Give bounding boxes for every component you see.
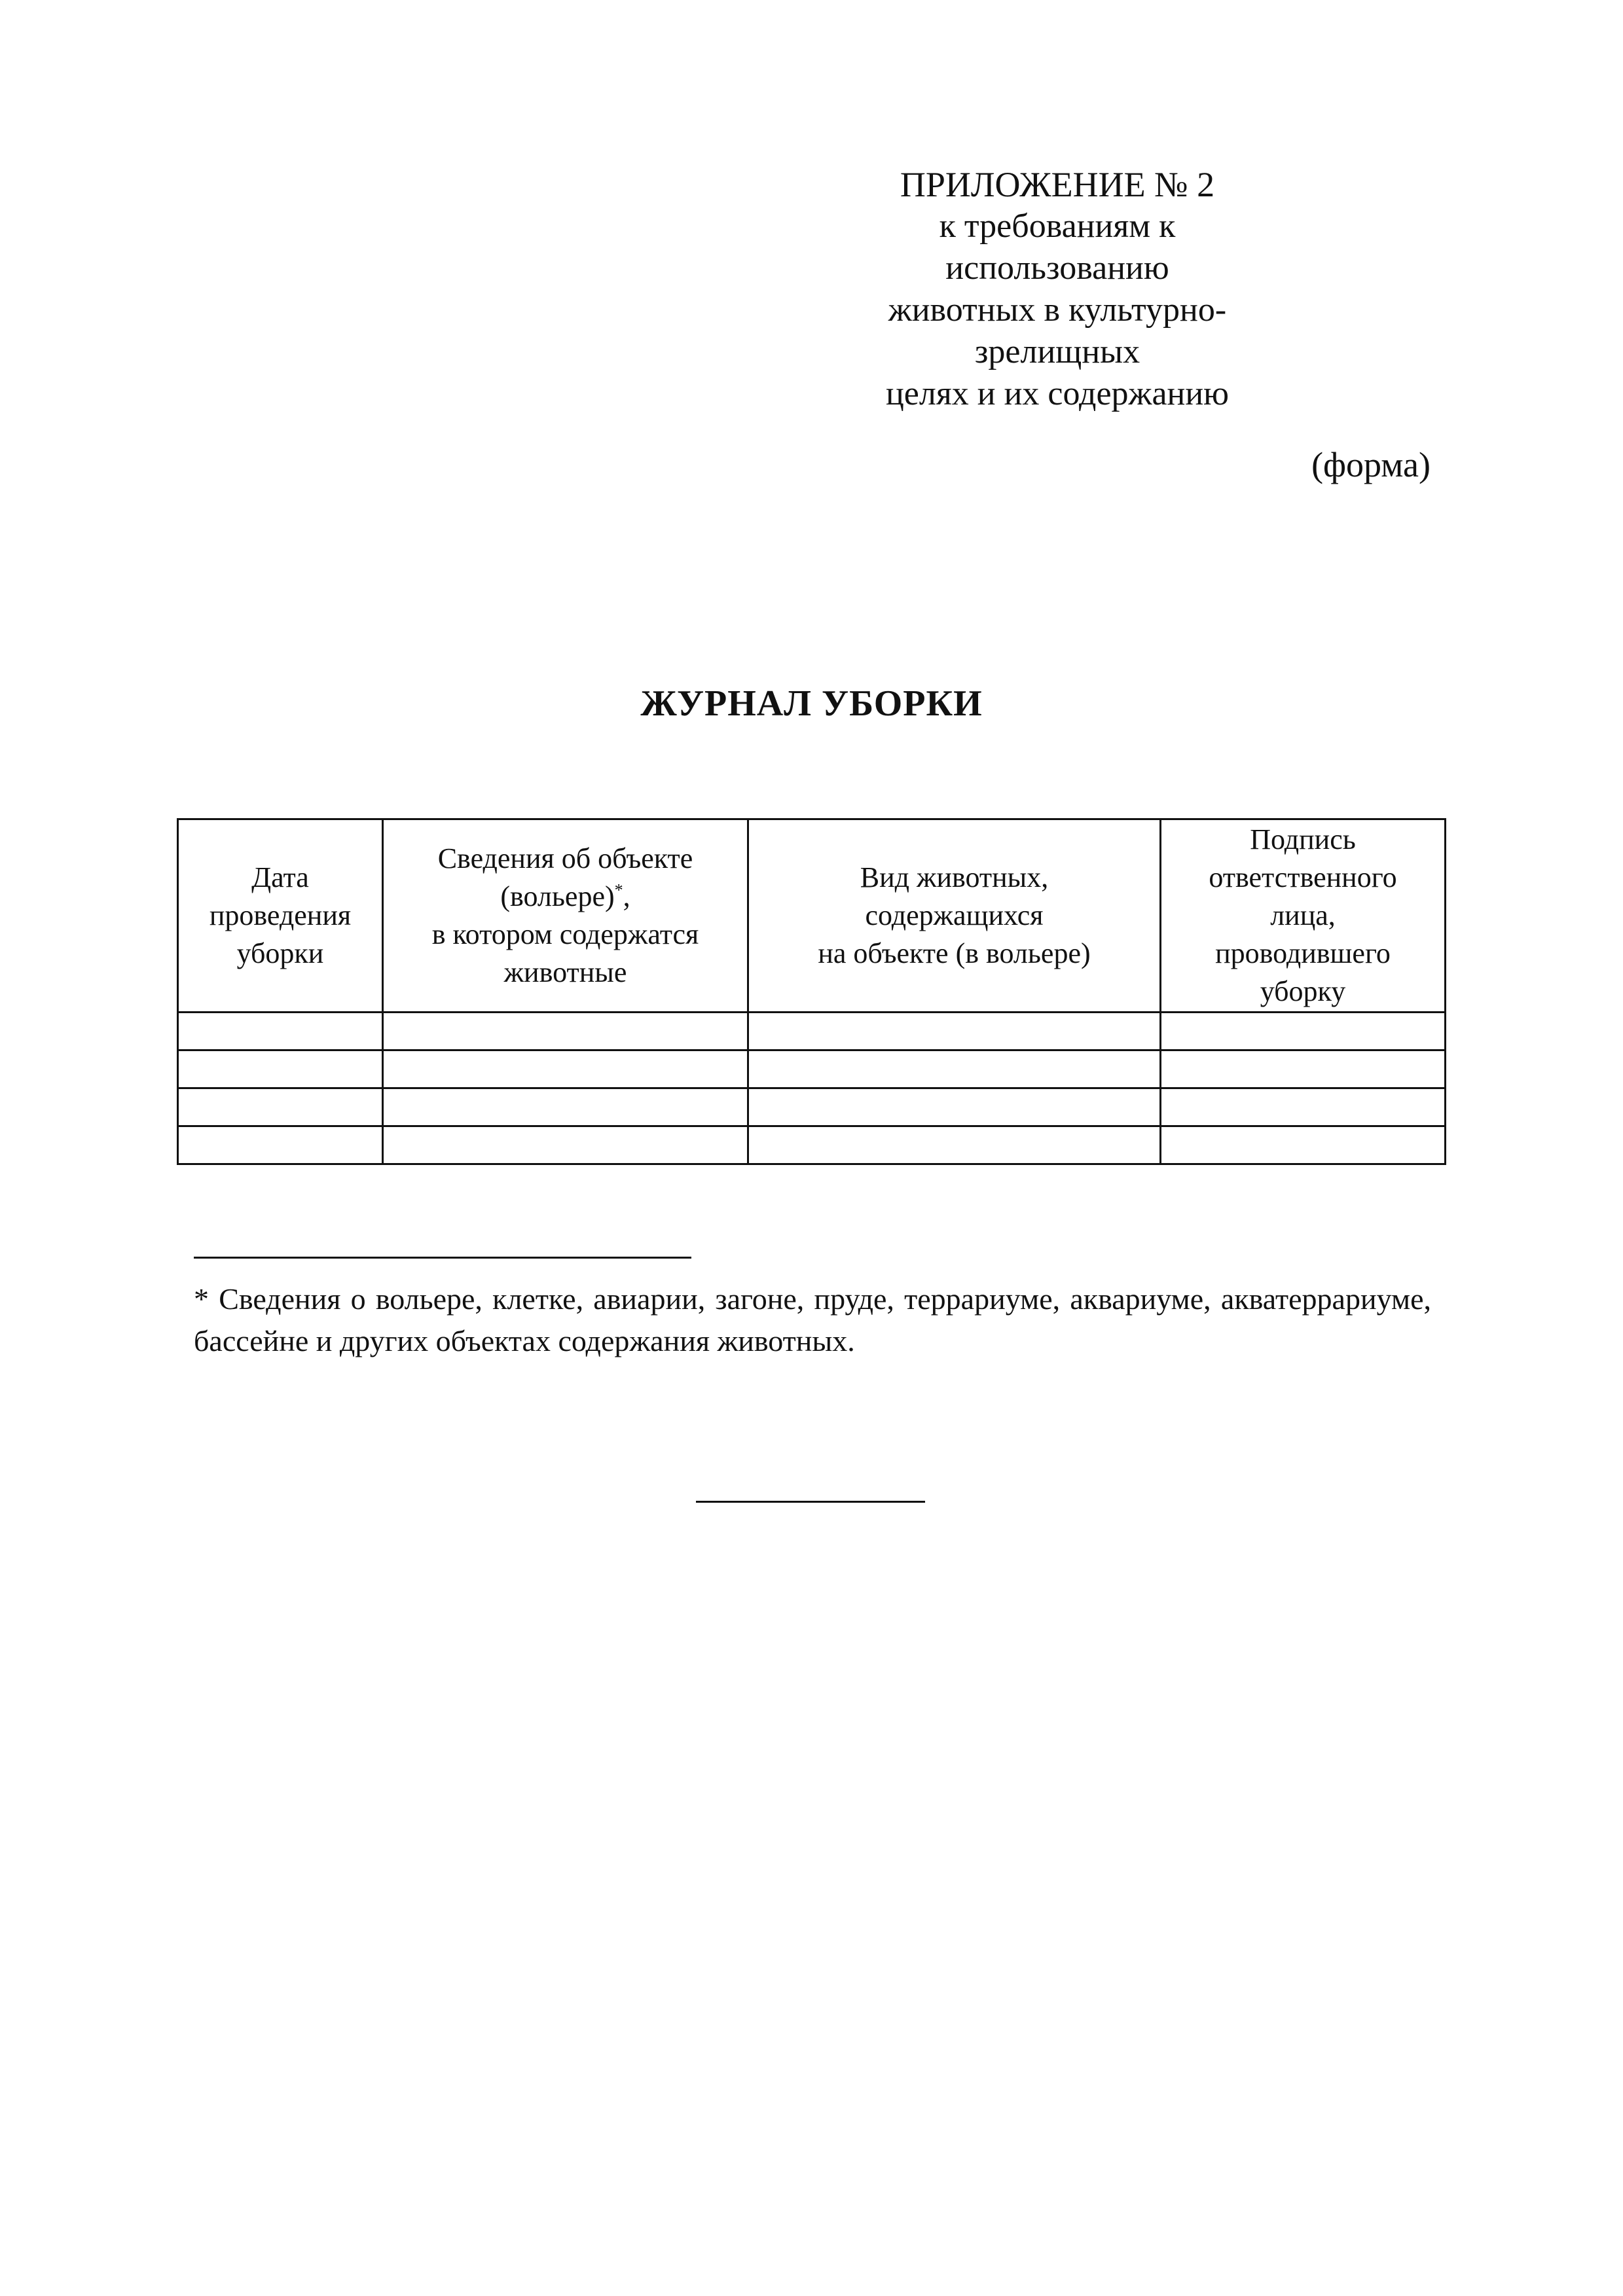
table-row bbox=[178, 1013, 1446, 1050]
footnote-text: * Сведения о вольере, клетке, авиарии, загоне, пруде, террариуме, аквариуме, акватеррариуме, бассейне и других объектах содержания животных. bbox=[194, 1282, 1431, 1357]
header-line: проведения bbox=[209, 899, 352, 931]
column-header-object-info bbox=[383, 819, 748, 1013]
annex-heading: ПРИЛОЖЕНИЕ № 2 bbox=[900, 165, 1215, 204]
header-line: лица, bbox=[1270, 899, 1336, 931]
header-line: содержащихся bbox=[865, 899, 1044, 931]
header-line-suffix: , bbox=[623, 880, 630, 912]
header-line: уборки bbox=[236, 937, 324, 969]
table-cell[interactable] bbox=[1161, 1126, 1446, 1164]
table-cell[interactable] bbox=[748, 1088, 1161, 1126]
document-title: ЖУРНАЛ УБОРКИ bbox=[640, 683, 983, 724]
column-header-animal-species bbox=[748, 819, 1161, 1013]
header-line: на объекте (в вольере) bbox=[818, 937, 1091, 969]
header-line-with-mark bbox=[384, 878, 747, 916]
end-separator bbox=[696, 1501, 925, 1503]
table-cell[interactable] bbox=[383, 1126, 748, 1164]
header-line: Вид животных, bbox=[860, 861, 1049, 893]
header-line: животные bbox=[503, 956, 627, 988]
table-cell[interactable] bbox=[1161, 1013, 1446, 1050]
table-row bbox=[178, 1050, 1446, 1088]
header-line-text: (вольере) bbox=[500, 880, 615, 912]
table-cell[interactable] bbox=[383, 1088, 748, 1126]
table-cell[interactable] bbox=[1161, 1050, 1446, 1088]
footnote-separator bbox=[194, 1257, 691, 1259]
column-header-signature bbox=[1161, 819, 1446, 1013]
annex-line: целях и их содержанию bbox=[885, 375, 1230, 412]
header-line: Подпись bbox=[1250, 823, 1356, 855]
table-cell[interactable] bbox=[748, 1126, 1161, 1164]
table-header-row bbox=[178, 819, 1446, 1013]
annex-block bbox=[848, 164, 1267, 415]
header-line: в котором содержатся bbox=[431, 918, 699, 950]
header-line: ответственного bbox=[1209, 861, 1397, 893]
table-cell[interactable] bbox=[178, 1013, 383, 1050]
table-cell[interactable] bbox=[178, 1088, 383, 1126]
header-line: уборку bbox=[1260, 975, 1346, 1007]
annex-line: животных в культурно-зрелищных bbox=[888, 291, 1227, 370]
footnote-mark: * bbox=[614, 880, 623, 900]
annex-line: к требованиям к использованию bbox=[939, 207, 1176, 287]
table-cell[interactable] bbox=[178, 1050, 383, 1088]
cleaning-journal-table bbox=[177, 818, 1446, 1165]
header-line: Сведения об объекте bbox=[437, 842, 693, 874]
header-line: Дата bbox=[251, 861, 309, 893]
table-cell[interactable] bbox=[383, 1050, 748, 1088]
table-row bbox=[178, 1088, 1446, 1126]
table-cell[interactable] bbox=[1161, 1088, 1446, 1126]
table-cell[interactable] bbox=[383, 1013, 748, 1050]
header-line: проводившего bbox=[1215, 937, 1391, 969]
form-label: (форма) bbox=[1311, 445, 1431, 484]
column-header-date bbox=[178, 819, 383, 1013]
table-row bbox=[178, 1126, 1446, 1164]
table-cell[interactable] bbox=[748, 1013, 1161, 1050]
table-cell[interactable] bbox=[748, 1050, 1161, 1088]
table-cell[interactable] bbox=[178, 1126, 383, 1164]
